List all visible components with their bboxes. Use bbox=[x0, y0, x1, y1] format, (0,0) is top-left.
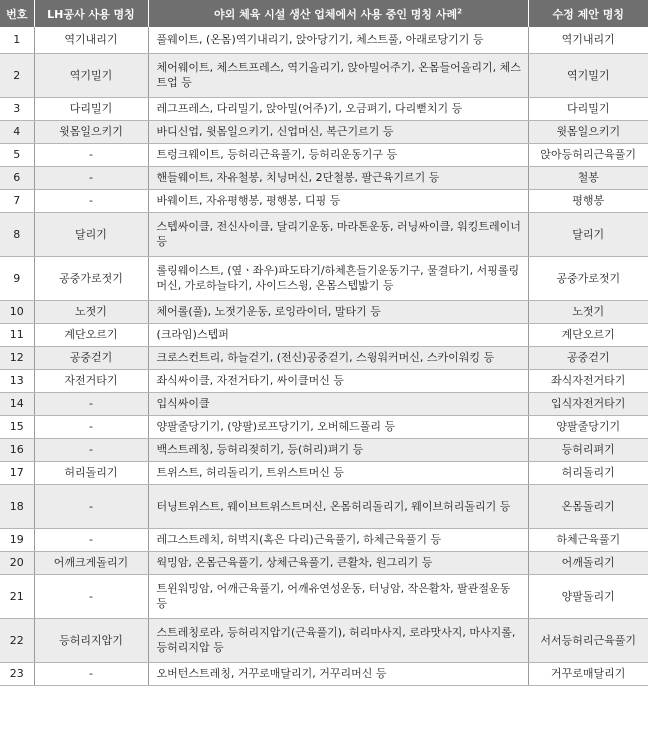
lh-name-cell: 계단오르기 bbox=[34, 323, 148, 346]
examples-cell: 레그스트레치, 허벅지(혹은 다리)근육풀기, 하체근육풀기 등 bbox=[148, 528, 528, 551]
row-number: 11 bbox=[0, 323, 34, 346]
table-row bbox=[0, 120, 648, 143]
row-number: 12 bbox=[0, 346, 34, 369]
examples-cell: 스트레칭로라, 등허리지압기(근육풀기), 허리마사지, 로라맛사지, 마사지롤, 등허리지압 등 bbox=[148, 618, 528, 662]
proposed-name-cell: 허리돌리기 bbox=[528, 461, 648, 484]
examples-cell: 트위스트, 허리돌리기, 트위스트머신 등 bbox=[148, 461, 528, 484]
row-number: 22 bbox=[0, 618, 34, 662]
lh-name-cell: - bbox=[34, 189, 148, 212]
lh-name-cell: 역기내리기 bbox=[34, 27, 148, 53]
footnote-marker: 2 bbox=[457, 6, 463, 15]
lh-name-cell: 자전거타기 bbox=[34, 369, 148, 392]
proposed-name-cell: 거꾸로매달리기 bbox=[528, 662, 648, 685]
proposed-name-cell: 철봉 bbox=[528, 166, 648, 189]
examples-cell: 핸들웨이트, 자유철봉, 치닝머신, 2단철봉, 팔근육기르기 등 bbox=[148, 166, 528, 189]
row-number: 19 bbox=[0, 528, 34, 551]
examples-cell: 좌식싸이클, 자전거타기, 싸이클머신 등 bbox=[148, 369, 528, 392]
lh-name-cell: 허리돌리기 bbox=[34, 461, 148, 484]
examples-cell: 백스트레칭, 등허리젖히기, 등(허리)펴기 등 bbox=[148, 438, 528, 461]
lh-name-cell: - bbox=[34, 438, 148, 461]
lh-name-cell: - bbox=[34, 528, 148, 551]
lh-name-cell: 역기밀기 bbox=[34, 53, 148, 97]
row-number: 15 bbox=[0, 415, 34, 438]
examples-cell: 오버턴스트레칭, 거꾸로매달리기, 거꾸리머신 등 bbox=[148, 662, 528, 685]
examples-cell: 웍밍암, 온몸근육풀기, 상체근육풀기, 큰활차, 원그리기 등 bbox=[148, 551, 528, 574]
row-number: 8 bbox=[0, 212, 34, 256]
examples-cell: 양팔줄당기기, (양팔)로프당기기, 오버헤드풀리 등 bbox=[148, 415, 528, 438]
header-proposed: 수정 제안 명칭 bbox=[528, 0, 648, 27]
lh-name-cell: - bbox=[34, 392, 148, 415]
examples-cell: 바디신업, 윗몸일으키기, 신업머신, 복근기르기 등 bbox=[148, 120, 528, 143]
table-row bbox=[0, 551, 648, 574]
table-row bbox=[0, 415, 648, 438]
proposed-name-cell: 역기내리기 bbox=[528, 27, 648, 53]
proposed-name-cell: 입식자전거타기 bbox=[528, 392, 648, 415]
table-row bbox=[0, 300, 648, 323]
table-row bbox=[0, 323, 648, 346]
examples-cell: 레그프레스, 다리밀기, 앉아밀(어주)기, 오금펴기, 다리뻗치기 등 bbox=[148, 97, 528, 120]
header-examples-label: 야외 체육 시설 생산 업체에서 사용 중인 명칭 사례 bbox=[213, 7, 458, 21]
proposed-name-cell: 역기밀기 bbox=[528, 53, 648, 97]
proposed-name-cell: 좌식자전거타기 bbox=[528, 369, 648, 392]
examples-cell: 입식싸이클 bbox=[148, 392, 528, 415]
table-row bbox=[0, 53, 648, 97]
examples-cell: 크로스컨트리, 하늘걷기, (전신)공중걷기, 스윙워커머신, 스카이워킹 등 bbox=[148, 346, 528, 369]
table-row bbox=[0, 461, 648, 484]
row-number: 3 bbox=[0, 97, 34, 120]
lh-name-cell: - bbox=[34, 574, 148, 618]
examples-cell: 풀웨이트, (온몸)역기내리기, 앉아당기기, 체스트풀, 아래로당기기 등 bbox=[148, 27, 528, 53]
proposed-name-cell: 다리밀기 bbox=[528, 97, 648, 120]
header-lh-name: LH공사 사용 명칭 bbox=[34, 0, 148, 27]
row-number: 20 bbox=[0, 551, 34, 574]
row-number: 14 bbox=[0, 392, 34, 415]
row-number: 5 bbox=[0, 143, 34, 166]
table-row bbox=[0, 166, 648, 189]
row-number: 4 bbox=[0, 120, 34, 143]
examples-cell: 트윈워밍암, 어깨근육풀기, 어깨유연성운동, 터닝암, 작은활차, 팔관절운동 등 bbox=[148, 574, 528, 618]
examples-cell: 체어롤(풀), 노젓기운동, 로잉라이더, 말타기 등 bbox=[148, 300, 528, 323]
lh-name-cell: 노젓기 bbox=[34, 300, 148, 323]
table-row bbox=[0, 369, 648, 392]
lh-name-cell: 어깨크게돌리기 bbox=[34, 551, 148, 574]
proposed-name-cell: 양팔줄당기기 bbox=[528, 415, 648, 438]
table-row bbox=[0, 484, 648, 528]
table-row bbox=[0, 189, 648, 212]
header-number: 번호 bbox=[0, 0, 34, 27]
table-row bbox=[0, 212, 648, 256]
examples-cell: 체어웨이트, 체스트프레스, 역기올리기, 앉아밀어주기, 온몸들어올리기, 체스트업 등 bbox=[148, 53, 528, 97]
table-row bbox=[0, 346, 648, 369]
proposed-name-cell: 노젓기 bbox=[528, 300, 648, 323]
lh-name-cell: 달리기 bbox=[34, 212, 148, 256]
proposed-name-cell: 양팔돌리기 bbox=[528, 574, 648, 618]
lh-name-cell: 공중가로젓기 bbox=[34, 256, 148, 300]
proposed-name-cell: 온몸돌리기 bbox=[528, 484, 648, 528]
lh-name-cell: - bbox=[34, 662, 148, 685]
lh-name-cell: - bbox=[34, 143, 148, 166]
table-row bbox=[0, 256, 648, 300]
proposed-name-cell: 윗몸일으키기 bbox=[528, 120, 648, 143]
examples-cell: 롤링웨이스트, (옆ㆍ좌우)파도타기/하체흔들기운동기구, 물결타기, 서핑롤링머신, 가로하늘타기, 사이드스윙, 온몸스텝밟기 등 bbox=[148, 256, 528, 300]
examples-cell: 트렁크웨이트, 등허리근육풀기, 등허리운동기구 등 bbox=[148, 143, 528, 166]
row-number: 10 bbox=[0, 300, 34, 323]
table-row bbox=[0, 27, 648, 53]
examples-cell: (크라임)스텝퍼 bbox=[148, 323, 528, 346]
row-number: 2 bbox=[0, 53, 34, 97]
row-number: 17 bbox=[0, 461, 34, 484]
lh-name-cell: - bbox=[34, 415, 148, 438]
examples-cell: 터닝트위스트, 웨이브트위스트머신, 온몸허리돌리기, 웨이브허리돌리기 등 bbox=[148, 484, 528, 528]
table-row bbox=[0, 618, 648, 662]
proposed-name-cell: 어깨돌리기 bbox=[528, 551, 648, 574]
row-number: 13 bbox=[0, 369, 34, 392]
proposed-name-cell: 공중걷기 bbox=[528, 346, 648, 369]
header-row bbox=[0, 0, 648, 27]
table-row bbox=[0, 97, 648, 120]
row-number: 21 bbox=[0, 574, 34, 618]
proposed-name-cell: 평행봉 bbox=[528, 189, 648, 212]
header-examples bbox=[148, 0, 528, 27]
lh-name-cell: - bbox=[34, 166, 148, 189]
row-number: 23 bbox=[0, 662, 34, 685]
proposed-name-cell: 하체근육풀기 bbox=[528, 528, 648, 551]
proposed-name-cell: 달리기 bbox=[528, 212, 648, 256]
proposed-name-cell: 서서등허리근육풀기 bbox=[528, 618, 648, 662]
lh-name-cell: 다리밀기 bbox=[34, 97, 148, 120]
table-row bbox=[0, 574, 648, 618]
lh-name-cell: 공중걷기 bbox=[34, 346, 148, 369]
proposed-name-cell: 공중가로젓기 bbox=[528, 256, 648, 300]
row-number: 1 bbox=[0, 27, 34, 53]
proposed-name-cell: 앉아등허리근육풀기 bbox=[528, 143, 648, 166]
table-body bbox=[0, 27, 648, 685]
table-row bbox=[0, 438, 648, 461]
proposed-name-cell: 계단오르기 bbox=[528, 323, 648, 346]
row-number: 16 bbox=[0, 438, 34, 461]
table-row bbox=[0, 143, 648, 166]
table-row bbox=[0, 662, 648, 685]
lh-name-cell: - bbox=[34, 484, 148, 528]
table-row bbox=[0, 392, 648, 415]
row-number: 9 bbox=[0, 256, 34, 300]
row-number: 18 bbox=[0, 484, 34, 528]
lh-name-cell: 등허리지압기 bbox=[34, 618, 148, 662]
table-row bbox=[0, 528, 648, 551]
proposed-name-cell: 등허리펴기 bbox=[528, 438, 648, 461]
table-header bbox=[0, 0, 648, 27]
examples-cell: 바웨이트, 자유평행봉, 평행봉, 디핑 등 bbox=[148, 189, 528, 212]
row-number: 6 bbox=[0, 166, 34, 189]
lh-name-cell: 윗몸일으키기 bbox=[34, 120, 148, 143]
row-number: 7 bbox=[0, 189, 34, 212]
examples-cell: 스텝싸이클, 전신사이클, 달리기운동, 마라톤운동, 러닝싸이클, 워킹트레이너 등 bbox=[148, 212, 528, 256]
